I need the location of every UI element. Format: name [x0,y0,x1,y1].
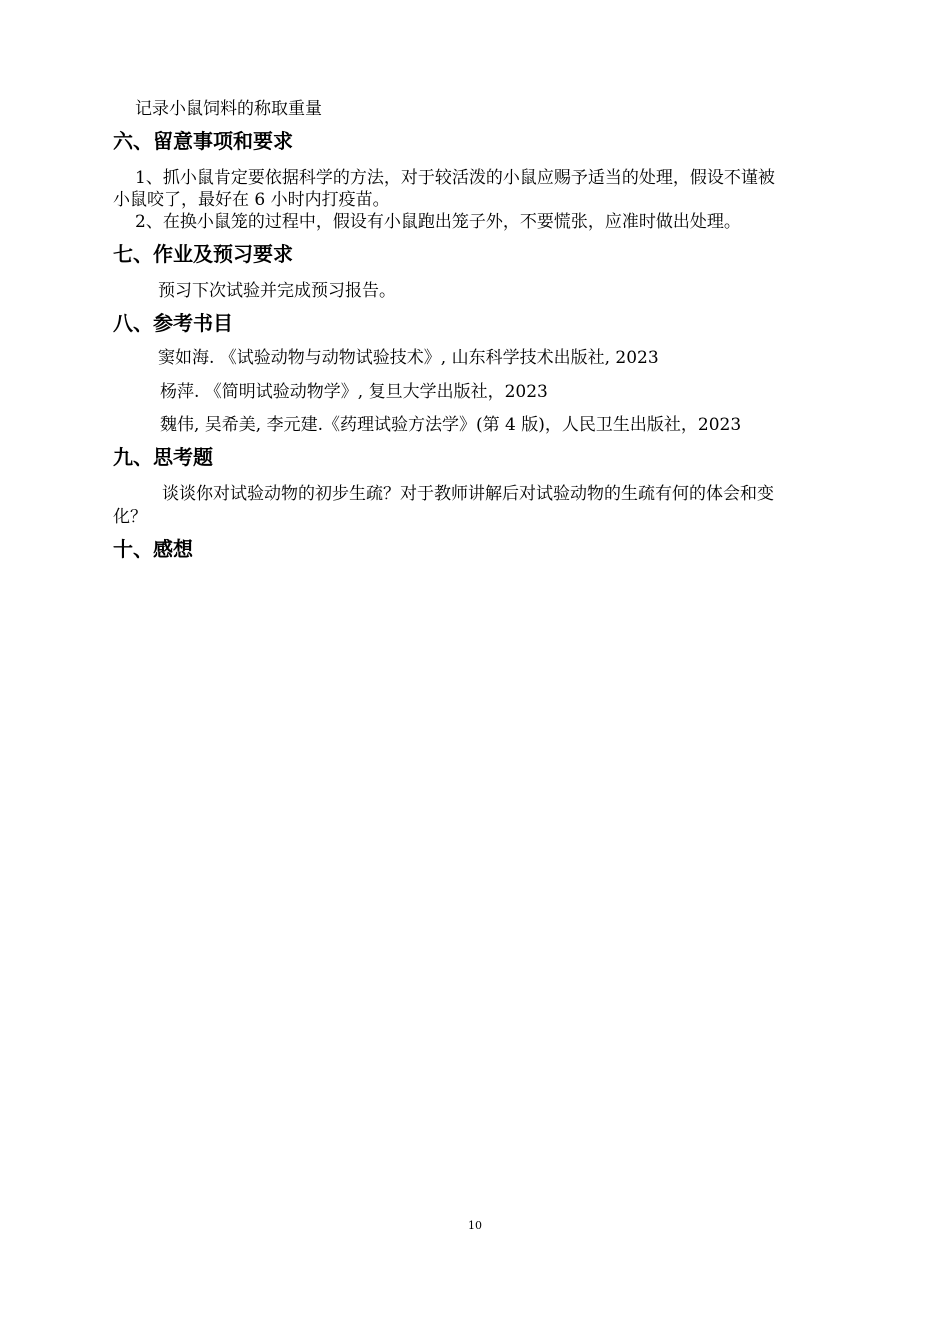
precaution-item-1: 1、抓小鼠肯定要依据科学的方法，对于较活泼的小鼠应赐予适当的处理，假设不谨被 [135,168,775,188]
page-number: 10 [468,1219,482,1232]
section-heading-questions: 九、思考题 [113,445,213,469]
section-heading-references: 八、参考书目 [113,311,233,335]
section-heading-precautions: 六、留意事项和要求 [113,129,293,153]
intro-line: 记录小鼠饲料的称取重量 [135,99,322,119]
question-text-continued: 化？ [113,507,147,527]
reference-item-3: 魏伟, 吴希美, 李元建.《药理试验方法学》(第 4 版)，人民卫生出版社，2023 [160,415,742,435]
precaution-item-2: 2、在换小鼠笼的过程中，假设有小鼠跑出笼子外，不要慌张，应准时做出处理。 [135,212,741,232]
question-text: 谈谈你对试验动物的初步生疏？对于教师讲解后对试验动物的生疏有何的体会和变 [162,484,774,504]
section-heading-homework: 七、作业及预习要求 [113,242,293,266]
precaution-item-1-continued: 小鼠咬了，最好在 6 小时内打疫苗。 [113,190,390,210]
section-heading-reflections: 十、感想 [113,537,193,561]
reference-item-2: 杨萍. 《简明试验动物学》, 复旦大学出版社，2023 [160,382,548,402]
reference-item-1: 窦如海. 《试验动物与动物试验技术》, 山东科学技术出版社, 2023 [158,348,659,368]
homework-text: 预习下次试验并完成预习报告。 [158,281,396,301]
